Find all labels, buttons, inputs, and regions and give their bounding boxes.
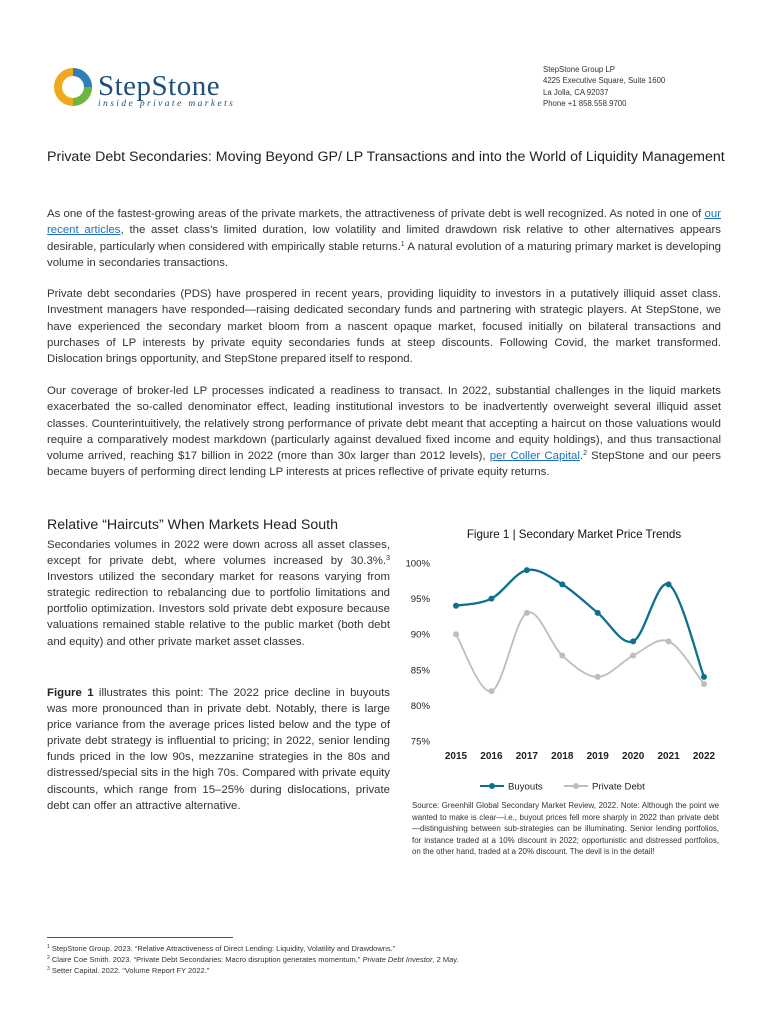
y-tick-label: 80% [410,700,430,712]
buyouts-point [559,581,565,587]
pds-paragraph: Private debt secondaries (PDS) have prospered in recent years, providing liquidity to investors in a putatively illiquid asset class. Investment managers have responded—raising dedicated secondary funds and partnering with strategic players. At StepStone, we have experienced the secondary market bloom from a nascent opaque market, focused initially on bilateral transactions and purchases of LP interests by private equity secondaries funds at steep discounts. Following Covid, the market transformed. Dislocation brings opportunity, and StepStone prepared itself to respond. [47,288,721,366]
intro-paragraph [47,206,721,271]
figure-source-note: Source: Greenhill Global Secondary Market Review, 2022. Note: Although the point we wanted to make is clear—i.e., buyout prices fell more sharply in 2022 than private debt—distinguishing between sub-strategies can be illuminating. Senior lending portfolios, for instance traded at a 10% discount in 2022; opportunistic and distressed portfolios, on the other hand, traded at a 20% discount. The devil is in the detail! [412,801,719,857]
legend-buyouts-label: Buyouts [508,781,543,793]
buyouts-point [701,674,707,680]
address-city: La Jolla, CA 92037 [543,87,609,97]
y-tick-label: 95% [410,594,430,606]
coller-capital-link[interactable]: per Coller Capital [489,450,580,463]
footnote-3-text: Setter Capital. 2022. “Volume Report FY 2022.” [49,965,210,975]
broker-paragraph [47,383,721,481]
footnote-3 [47,966,459,977]
private-debt-point [559,653,565,659]
buyouts-point [666,581,672,587]
col-p2-text: illustrates this point: The 2022 price decline in buyouts was more pronounced than in private debt. Notably, there is large price variance from the average prices listed below and the type of private debt strategy is influential to pricing; in 2022, senior lending funds priced in the low 90s, mezzanine strategies in the 80s and distressed/special sits in the high 70s. Compared with private equity discounts, which range from 15–25% during dislocations, private debt can offer an attractive alternative. [47,687,390,812]
p3-period: . [579,450,584,463]
y-tick-label: 85% [410,665,430,677]
p1-text-b: , the asset class’s limited duration, low volatility and limited drawdown risk relative to other alternatives appears desirable, particularly when considered with empirically stable returns. [47,224,722,253]
figure-title: Figure 1 | Secondary Market Price Trends [466,528,682,541]
buyouts-point [595,610,601,616]
footnote-2-text: Claire Coe Smith. 2023. “Private Debt Secondaries: Macro disruption generates momentum,” [49,954,363,964]
private-debt-point [453,631,459,637]
footnote-3-number: 3 [47,965,50,972]
p1-text-a: As one of the fastest-growing areas of the private markets, the attractiveness of private debt is well recognized. As noted in one of [47,208,705,220]
footnote-1-text: StepStone Group. 2023. “Relative Attractiveness of Direct Lending: Liquidity, Volatility and Drawdowns.” [49,944,396,953]
x-tick-label: 2020 [622,751,645,762]
footnote-1 [47,944,459,955]
private-debt-point [630,653,636,659]
private-debt-point [666,638,672,644]
column-paragraph-1 [47,537,390,650]
footnote-ref-3: 3 [386,555,390,563]
x-tick-label: 2016 [480,751,503,762]
section-heading: Relative “Haircuts” When Markets Head South [47,517,338,533]
buyouts-point [453,603,459,609]
legend-private-debt-label: Private Debt [592,781,645,793]
col-p1-text-b: Investors utilized the secondary market for reasons varying from strategic redirection to rebalancing due to portfolio limitations and portfolio optimization. Investors sold private debt exposure because valuations remained stable relative to the public market (both debt and equity) and other private market asset classes. [47,571,390,648]
company-address [543,64,665,110]
stepstone-logo [52,66,252,114]
x-tick-label: 2022 [692,751,716,762]
y-tick-label: 90% [410,629,430,641]
recent-articles-link[interactable]: our recent articles [47,208,721,237]
footnote-2-tail: , 2 May. [432,954,459,964]
legend-private-debt-marker [573,783,579,789]
logo-ring-icon [52,66,94,108]
footnote-divider [47,937,233,938]
buyouts-point [630,638,636,644]
x-tick-label: 2017 [515,751,538,762]
address-street: 4225 Executive Square, Suite 1600 [543,76,666,86]
footnote-ref-2: 2 [583,450,587,458]
p1-text-c: A natural evolution of a maturing primary market is developing volume in secondaries transactions. [47,240,722,269]
footnote-2-journal: Private Debt Investor [362,954,433,964]
page-title: Private Debt Secondaries: Moving Beyond GP/ LP Transactions and into the World of Liquidity Management [47,149,725,165]
address-company: StepStone Group LP [543,65,615,74]
x-tick-label: 2021 [657,751,680,762]
private-debt-point [488,688,494,694]
footnote-2 [47,955,459,966]
address-phone: Phone +1 858.558.9700 [543,99,627,109]
y-tick-label: 75% [410,736,430,748]
p3-text-b: StepStone and our peers became buyers of performing direct lending LP interests at prices reflective of private equity returns. [47,450,722,479]
private-debt-line [456,612,704,691]
private-debt-point [701,681,707,687]
footnote-ref-1: 1 [400,240,405,248]
private-debt-point [595,674,601,680]
figure-ref: Figure 1 [47,687,94,699]
logo-wordmark: StepStone [98,70,221,102]
p3-text-a: Our coverage of broker-led LP processes indicated a readiness to transact. In 2022, substantial challenges in the liquid markets exacerbated the so-called denominator effect, leading institutional investors to be inadvertently overweight several illiquid asset classes. Counterintuitively, the relatively strong performance of private debt meant that accepting a haircut on those valuations would require a comparatively modest markdown (particularly against devalued fixed income and equity holdings), and thus transactional volume arrived, reaching $17 billion in 2022 (more than 30x larger than 2012 levels), [47,385,721,463]
legend-buyouts-marker [489,783,495,789]
y-tick-label: 100% [405,558,430,570]
logo-tagline: inside private markets [98,99,236,109]
footnotes [47,944,459,976]
buyouts-point [524,567,530,573]
private-debt-point [524,610,530,616]
x-tick-label: 2019 [586,751,609,762]
footnote-1-number: 1 [47,944,50,950]
buyouts-point [488,596,494,602]
footnote-2-number: 2 [47,954,50,961]
x-tick-label: 2015 [444,751,468,762]
x-tick-label: 2018 [551,751,574,762]
column-paragraph-2 [47,685,390,814]
col-p1-text-a: Secondaries volumes in 2022 were down across all asset classes, except for private debt, where volumes increased by 30.3%. [47,539,390,568]
price-trends-chart [398,550,738,800]
